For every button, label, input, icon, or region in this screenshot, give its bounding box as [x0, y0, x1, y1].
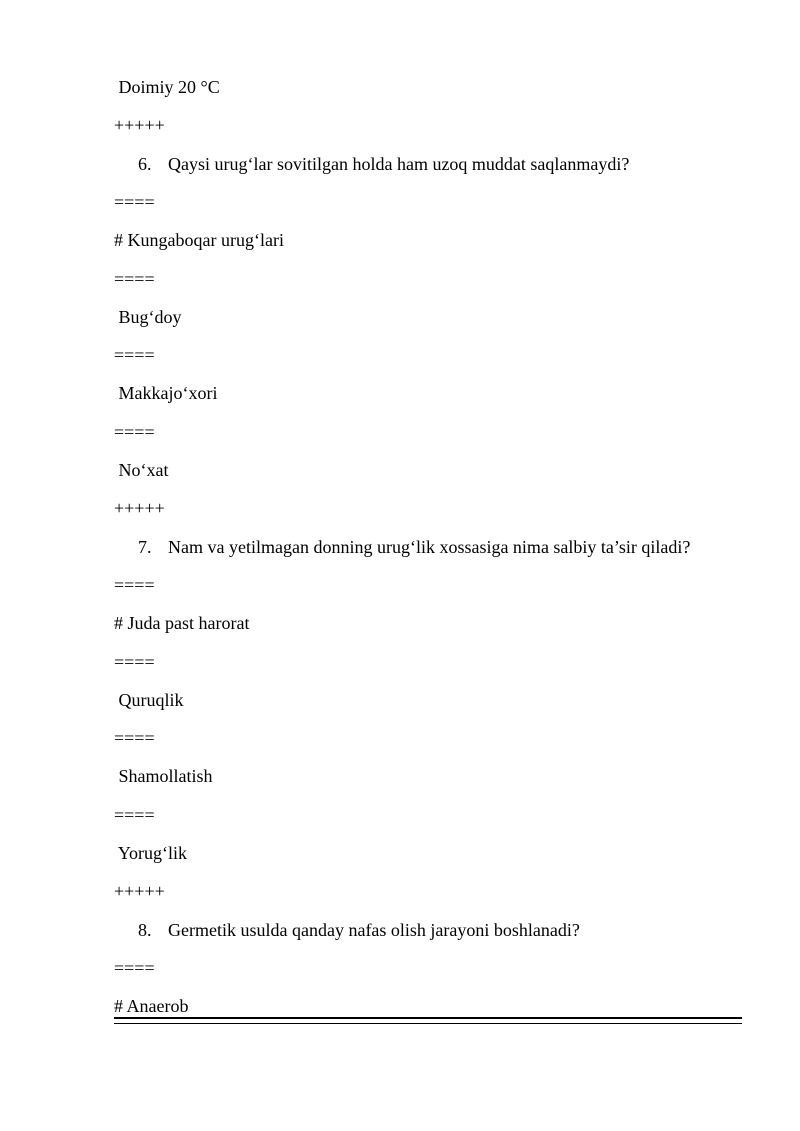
answer-option: # Kungaboqar urug‘lari: [114, 230, 284, 251]
separator-line: ====: [114, 651, 155, 672]
question-text: Qaysi urug‘lar sovitilgan holda ham uzoq muddat saqlanmaydi?: [168, 153, 630, 174]
answer-option: Doimiy 20 °C: [114, 77, 220, 97]
separator-line: +++++: [114, 115, 165, 136]
question-text: Germetik usulda qanday nafas olish jarayoni boshlanadi?: [168, 919, 580, 940]
answer-option: No‘xat: [114, 460, 169, 480]
separator-line: ====: [114, 574, 155, 595]
separator-line: ====: [114, 728, 155, 749]
question-text: Nam va yetilmagan donning urug‘lik xossasiga nima salbiy ta’sir qiladi?: [168, 536, 691, 557]
page-bottom-double-rule: [114, 1017, 742, 1024]
separator-line: ====: [114, 268, 155, 289]
separator-line: ====: [114, 345, 155, 366]
answer-option: Quruqlik: [114, 689, 184, 710]
separator-line: +++++: [114, 881, 165, 902]
answer-option: # Juda past harorat: [114, 613, 250, 634]
answer-option: Makkajo‘xori: [114, 383, 218, 404]
question-number: 8.: [138, 919, 152, 940]
answer-option: # Anaerob: [114, 996, 189, 1017]
answer-option: Shamollatish: [114, 766, 213, 787]
separator-line: +++++: [114, 498, 165, 519]
question-number: 6.: [138, 153, 152, 174]
answer-option: Yorug‘lik: [114, 843, 188, 863]
question-line: [138, 153, 629, 175]
question-line: [138, 919, 580, 941]
separator-line: ====: [114, 191, 155, 212]
question-line: [138, 536, 690, 558]
question-number: 7.: [138, 536, 152, 557]
separator-line: ====: [114, 421, 155, 442]
answer-option: Bug‘doy: [114, 306, 182, 327]
separator-line: ====: [114, 957, 155, 978]
separator-line: ====: [114, 804, 155, 825]
